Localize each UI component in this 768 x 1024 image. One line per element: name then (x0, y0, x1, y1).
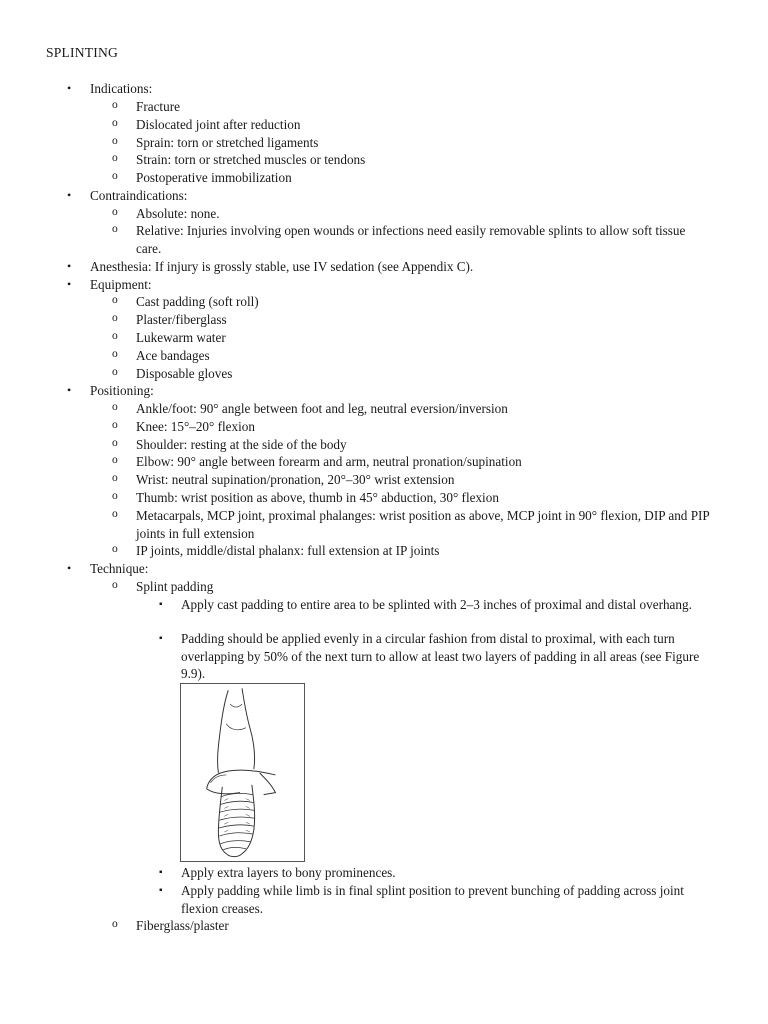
list-item: o Lukewarm water (136, 329, 712, 347)
list-item: o IP joints, middle/distal phalanx: full extension at IP joints (136, 542, 712, 560)
list-item: o Wrist: neutral supination/pronation, 20°–30° wrist extension (136, 471, 712, 489)
list-item: o Relative: Injuries involving open wounds or infections need easily removable splints to allow soft tissue care. (136, 222, 712, 257)
list-item: o Sprain: torn or stretched ligaments (136, 134, 712, 152)
list-item: ▪ Padding should be applied evenly in a circular fashion from distal to proximal, with each turn overlapping by 50% of the next turn to allow at least two layers of padding in all areas (see Figure 9.9). (181, 630, 721, 683)
positioning-heading: • Positioning: (90, 382, 730, 400)
list-item: o Ace bandages (136, 347, 712, 365)
contraindications-heading: • Contraindications: (90, 187, 730, 205)
list-item: o Disposable gloves (136, 365, 712, 383)
list-item: ▪ Apply cast padding to entire area to be splinted with 2–3 inches of proximal and distal overhang. (181, 596, 721, 614)
list-item: o Strain: torn or stretched muscles or tendons (136, 151, 712, 169)
document-title: SPLINTING (46, 45, 119, 60)
list-item: o Ankle/foot: 90° angle between foot and leg, neutral eversion/inversion (136, 400, 712, 418)
list-item: o Postoperative immobilization (136, 169, 712, 187)
equipment-heading: • Equipment: (90, 276, 730, 294)
list-item: o Knee: 15°–20° flexion (136, 418, 712, 436)
list-item: o Shoulder: resting at the side of the body (136, 436, 712, 454)
list-item: ▪ Apply padding while limb is in final splint position to prevent bunching of padding across joint flexion creases. (181, 882, 721, 917)
list-item: o Thumb: wrist position as above, thumb in 45° abduction, 30° flexion (136, 489, 712, 507)
anesthesia-item: • Anesthesia: If injury is grossly stable, use IV sedation (see Appendix C). (90, 258, 730, 276)
list-item: ▪ Apply extra layers to bony prominences. (181, 864, 721, 882)
list-item: o Metacarpals, MCP joint, proximal phalanges: wrist position as above, MCP joint in 90° flexion, DIP and PIP joints in full extension (136, 507, 712, 542)
splint-padding-figure (180, 683, 305, 862)
indications-heading: • Indications: (90, 80, 730, 98)
fiberglass-heading: o Fiberglass/plaster (136, 917, 712, 935)
list-item: o Absolute: none. (136, 205, 712, 223)
list-item: o Cast padding (soft roll) (136, 293, 712, 311)
padded-limb-illustration (181, 684, 304, 861)
list-item: o Dislocated joint after reduction (136, 116, 712, 134)
list-item: o Fracture (136, 98, 712, 116)
list-item: o Plaster/fiberglass (136, 311, 712, 329)
technique-heading: • Technique: (90, 560, 730, 578)
list-item: o Elbow: 90° angle between forearm and arm, neutral pronation/supination (136, 453, 712, 471)
splint-padding-heading: o Splint padding (136, 578, 712, 596)
